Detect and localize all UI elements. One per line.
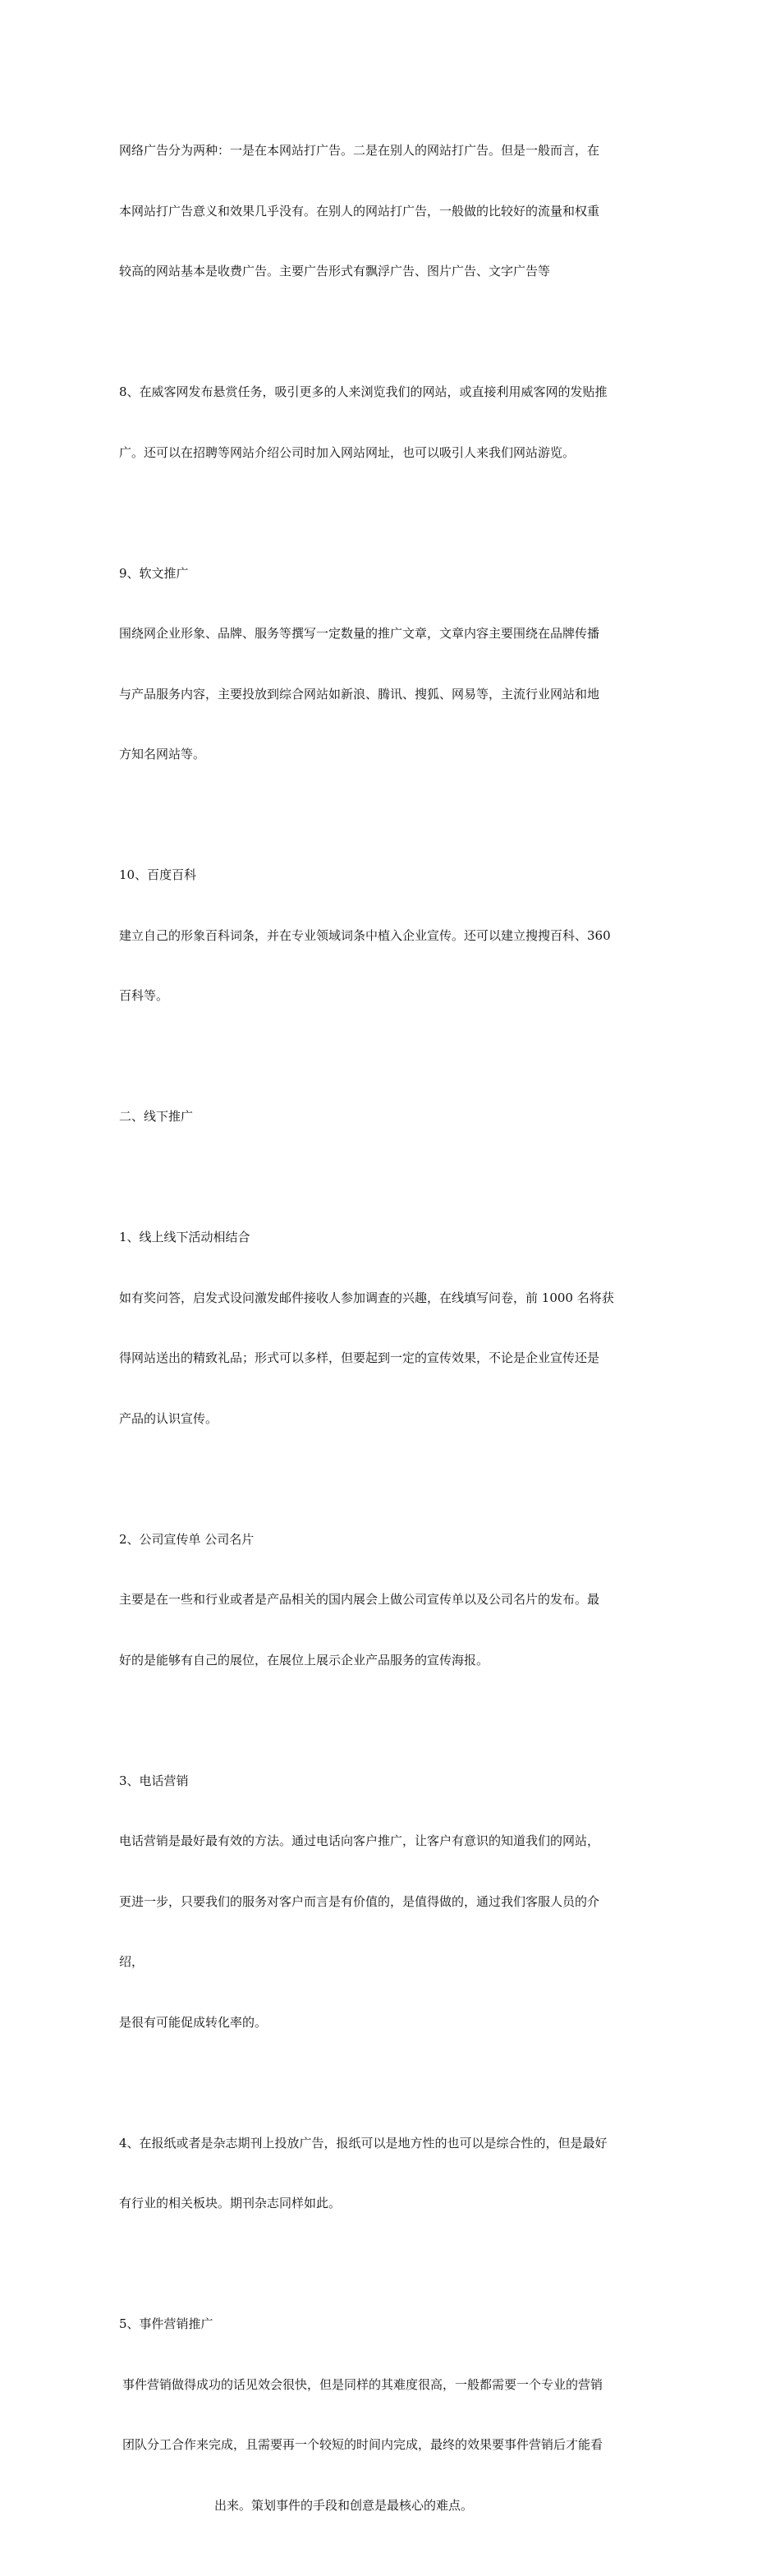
text-line: 主要是在一些和行业或者是产品相关的国内展会上做公司宣传单以及公司名片的发布。最 bbox=[119, 1592, 600, 1607]
section-heading: 10、百度百科 bbox=[119, 867, 197, 882]
section-heading: 3、电话营销 bbox=[119, 1773, 189, 1788]
text-line: 有行业的相关板块。期刊杂志同样如此。 bbox=[119, 2196, 342, 2210]
section-heading: 5、事件营销推广 bbox=[119, 2316, 213, 2331]
text-line: 产品的认识宣传。 bbox=[119, 1410, 218, 1426]
text-line: 团队分工合作来完成，且需要再一个较短的时间内完成，最终的效果要事件营销后才能看 bbox=[122, 2437, 603, 2452]
text-line: 围绕网企业形象、品牌、服务等撰写一定数量的推广文章，文章内容主要围绕在品牌传播 bbox=[119, 626, 600, 641]
text-line: 百科等。 bbox=[119, 988, 169, 1003]
text-line: 较高的网站基本是收费广告。主要广告形式有飘浮广告、图片广告、文字广告等 bbox=[119, 264, 551, 278]
text-line: 绍， bbox=[119, 1954, 145, 1969]
text-line: 8、在威客网发布悬赏任务，吸引更多的人来浏览我们的网站，或直接利用威客网的发贴推 bbox=[119, 384, 608, 399]
text-line: 本网站打广告意义和效果几乎没有。在别人的网站打广告，一般做的比较好的流量和权重 bbox=[119, 203, 600, 218]
text-line: 出来。策划事件的手段和创意是最核心的难点。 bbox=[214, 2497, 474, 2513]
paragraph-online-ads bbox=[119, 100, 665, 322]
text-line: 事件营销做得成功的话见效会很快，但是同样的其难度很高，一般都需要一个专业的营销 bbox=[122, 2376, 603, 2392]
paragraph-offline-heading bbox=[119, 1066, 665, 1167]
section-heading: 2、公司宣传单 公司名片 bbox=[119, 1531, 255, 1547]
text-line: 建立自己的形象百科词条，并在专业领域词条中植入企业宣传。还可以建立搜搜百科、360 bbox=[119, 927, 611, 943]
section-heading: 9、软文推广 bbox=[119, 565, 189, 581]
text-line: 网络广告分为两种：一是在本网站打广告。二是在别人的网站打广告。但是一般而言，在 bbox=[119, 143, 600, 158]
text-line: 好的是能够有自己的展位，在展位上展示企业产品服务的宣传海报。 bbox=[119, 1652, 489, 1668]
text-line: 电话营销是最好最有效的方法。通过电话向客户推广，让客户有意识的知道我们的网站， bbox=[119, 1833, 600, 1848]
paragraph-item-10 bbox=[119, 825, 665, 1046]
paragraph-item-8 bbox=[119, 342, 665, 503]
paragraph-item-9 bbox=[119, 523, 665, 805]
section-heading: 二、线下推广 bbox=[119, 1109, 194, 1124]
text-line: 4、在报纸或者是杂志期刊上投放广告，报纸可以是地方性的也可以是综合性的，但是最好 bbox=[119, 2135, 608, 2150]
paragraph-offline-3 bbox=[119, 1731, 665, 2073]
document-body bbox=[119, 100, 665, 2576]
section-heading: 1、线上线下活动相结合 bbox=[119, 1230, 250, 1244]
text-line: 得网站送出的精致礼品；形式可以多样，但要起到一定的宣传效果，不论是企业宣传还是 bbox=[119, 1350, 600, 1365]
paragraph-offline-1 bbox=[119, 1187, 665, 1469]
text-line: 广。还可以在招聘等网站介绍公司时加入网站网址，也可以吸引人来我们网站游览。 bbox=[119, 444, 576, 460]
text-line: 是很有可能促成转化率的。 bbox=[119, 2014, 268, 2030]
paragraph-offline-4 bbox=[119, 2093, 665, 2254]
text-line: 更进一步，只要我们的服务对客户而言是有价值的，是值得做的，通过我们客服人员的介 bbox=[119, 1893, 600, 1909]
paragraph-offline-5 bbox=[119, 2274, 665, 2555]
text-line: 与产品服务内容，主要投放到综合网站如新浪、腾讯、搜狐、网易等，主流行业网站和地 bbox=[119, 686, 600, 702]
paragraph-offline-2 bbox=[119, 1489, 665, 1711]
text-line: 如有奖问答，启发式设问激发邮件接收人参加调查的兴趣，在线填写问卷，前 1000 名将获 bbox=[119, 1290, 614, 1305]
text-line: 方知名网站等。 bbox=[119, 747, 206, 761]
